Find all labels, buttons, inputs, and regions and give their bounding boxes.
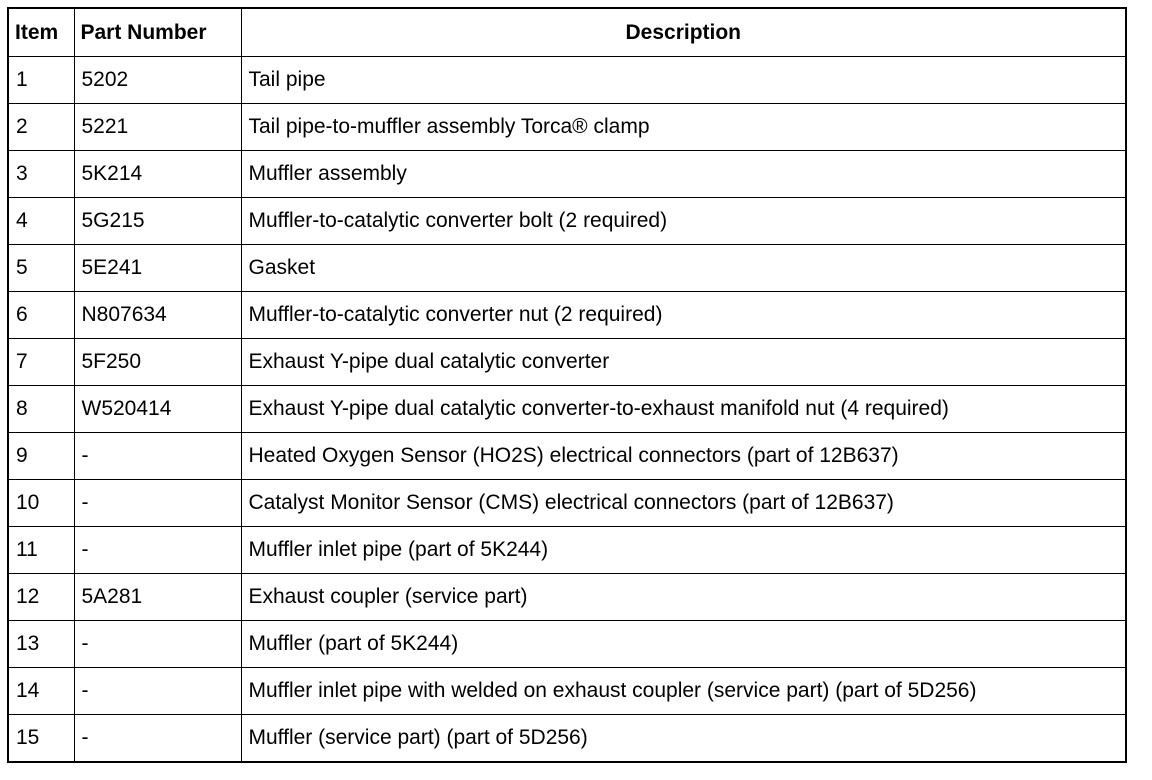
cell-description: Tail pipe-to-muffler assembly Torca® clamp [241,104,1126,151]
cell-description: Exhaust Y-pipe dual catalytic converter [241,339,1126,386]
cell-description: Gasket [241,245,1126,292]
cell-item: 3 [8,151,74,198]
cell-item: 7 [8,339,74,386]
cell-part-number: - [74,433,241,480]
table-row [8,715,1126,763]
cell-item: 15 [8,715,74,763]
cell-item: 4 [8,198,74,245]
table-row [8,57,1126,104]
table-row [8,621,1126,668]
cell-description: Muffler (service part) (part of 5D256) [241,715,1126,763]
table-row [8,433,1126,480]
table-row [8,668,1126,715]
cell-part-number: W520414 [74,386,241,433]
cell-part-number: - [74,527,241,574]
cell-part-number: 5221 [74,104,241,151]
table-row [8,198,1126,245]
cell-description: Muffler inlet pipe with welded on exhaust coupler (service part) (part of 5D256) [241,668,1126,715]
header-item: Item [8,8,74,57]
cell-description: Tail pipe [241,57,1126,104]
cell-item: 12 [8,574,74,621]
cell-part-number: 5K214 [74,151,241,198]
table-body [8,57,1126,763]
table-row [8,151,1126,198]
header-description: Description [241,8,1126,57]
cell-description: Exhaust Y-pipe dual catalytic converter-to-exhaust manifold nut (4 required) [241,386,1126,433]
cell-item: 5 [8,245,74,292]
cell-description: Catalyst Monitor Sensor (CMS) electrical connectors (part of 12B637) [241,480,1126,527]
cell-part-number: 5E241 [74,245,241,292]
table-row [8,574,1126,621]
cell-item: 6 [8,292,74,339]
cell-part-number: - [74,480,241,527]
table-row [8,245,1126,292]
cell-part-number: N807634 [74,292,241,339]
cell-item: 1 [8,57,74,104]
parts-table [7,7,1127,763]
cell-item: 2 [8,104,74,151]
cell-part-number: - [74,621,241,668]
cell-description: Muffler inlet pipe (part of 5K244) [241,527,1126,574]
table-header [8,8,1126,57]
table-row [8,104,1126,151]
cell-item: 11 [8,527,74,574]
cell-description: Muffler (part of 5K244) [241,621,1126,668]
cell-part-number: 5202 [74,57,241,104]
cell-part-number: 5G215 [74,198,241,245]
cell-description: Exhaust coupler (service part) [241,574,1126,621]
table-row [8,480,1126,527]
cell-part-number: 5A281 [74,574,241,621]
table-row [8,292,1126,339]
cell-description: Muffler assembly [241,151,1126,198]
header-row [8,8,1126,57]
table-row [8,527,1126,574]
cell-part-number: - [74,715,241,763]
cell-item: 14 [8,668,74,715]
cell-part-number: - [74,668,241,715]
cell-item: 13 [8,621,74,668]
cell-description: Muffler-to-catalytic converter nut (2 required) [241,292,1126,339]
cell-part-number: 5F250 [74,339,241,386]
header-part-number: Part Number [74,8,241,57]
cell-item: 8 [8,386,74,433]
table-row [8,386,1126,433]
cell-item: 10 [8,480,74,527]
cell-item: 9 [8,433,74,480]
table-row [8,339,1126,386]
cell-description: Muffler-to-catalytic converter bolt (2 required) [241,198,1126,245]
cell-description: Heated Oxygen Sensor (HO2S) electrical connectors (part of 12B637) [241,433,1126,480]
